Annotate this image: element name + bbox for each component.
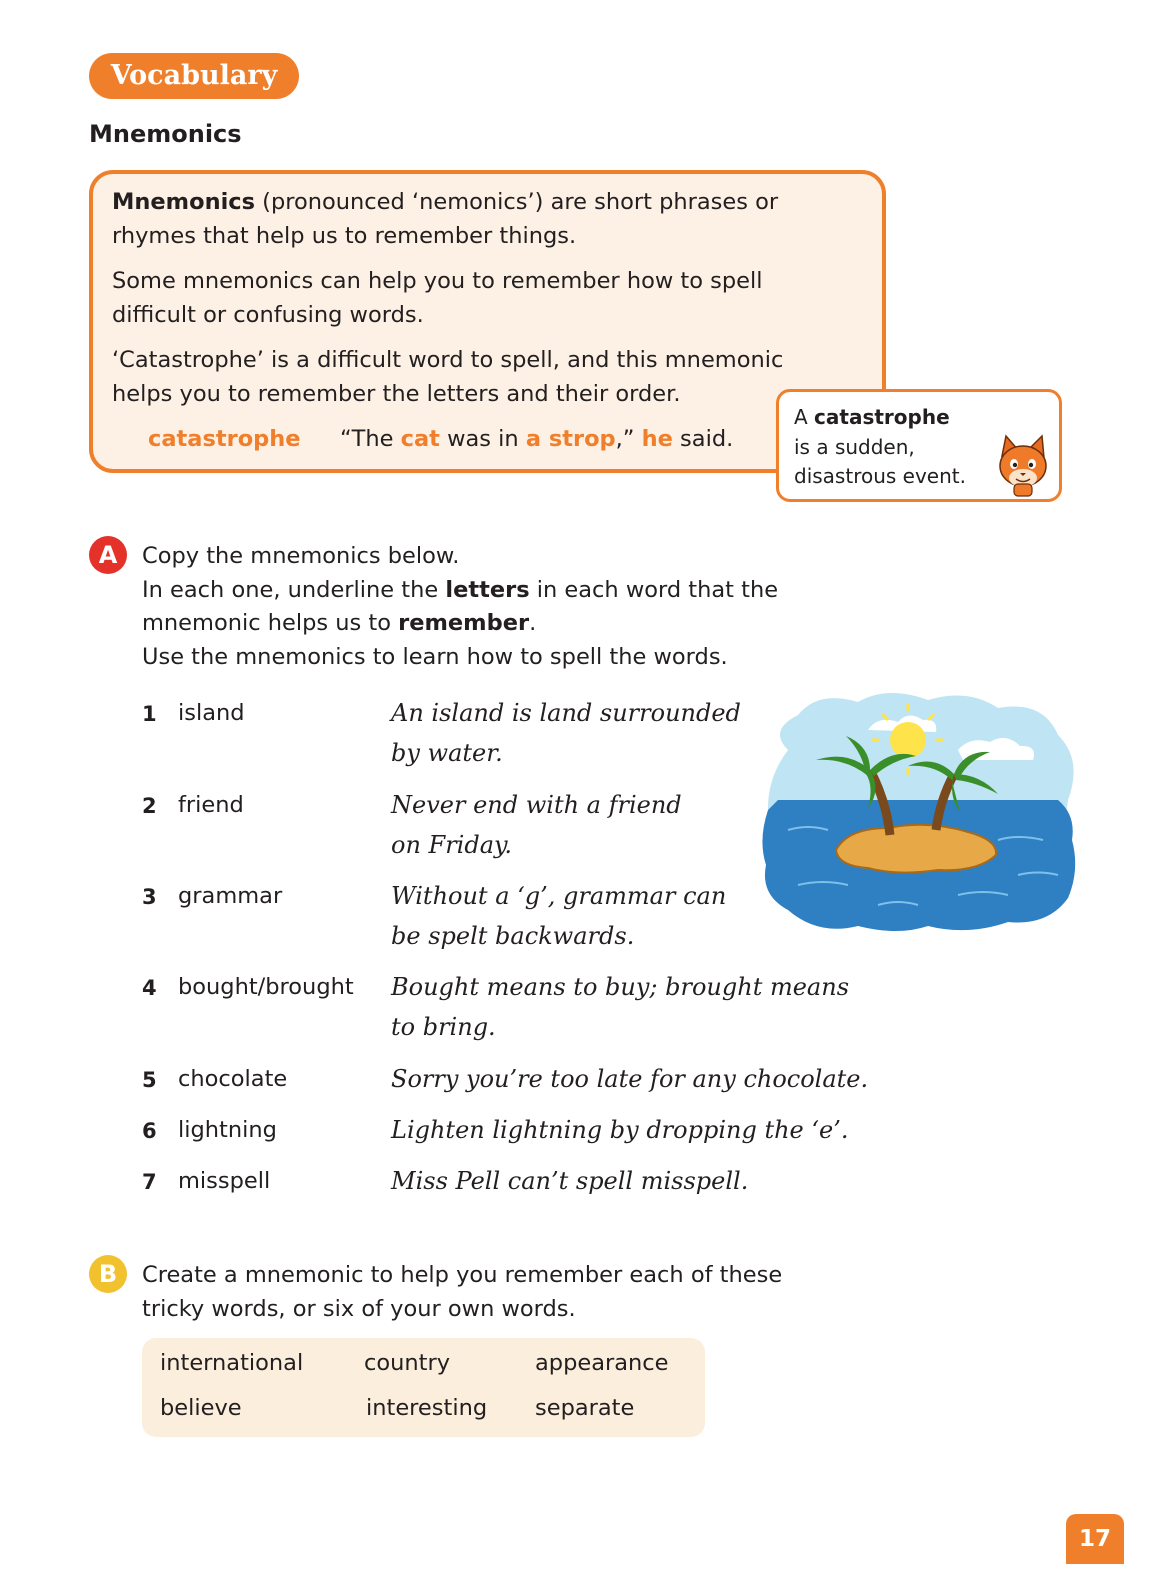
text: rhymes that help us to remember things.	[112, 223, 577, 249]
text: be spelt backwards.	[391, 922, 635, 950]
section-tag: Vocabulary	[89, 53, 299, 99]
example-mnemonic	[340, 422, 733, 456]
item-number: 4	[142, 976, 157, 1000]
item-mnemonic	[391, 876, 726, 956]
page-title: Mnemonics	[89, 120, 242, 148]
highlight: cat	[400, 426, 440, 452]
word-bank-item: international	[160, 1350, 304, 1376]
text: said.	[672, 426, 734, 452]
text: on Friday.	[391, 831, 513, 859]
text: Use the mnemonics to learn how to spell the words.	[142, 643, 728, 670]
text: .	[529, 610, 537, 636]
item-number: 6	[142, 1119, 157, 1143]
item-number: 2	[142, 794, 157, 818]
activity-a-badge: A	[89, 536, 127, 574]
text: ‘Catastrophe’ is a difficult word to spell, and this mnemonic	[112, 347, 784, 373]
word-bank-item: separate	[535, 1395, 635, 1421]
text: tricky words, or six of your own words.	[142, 1295, 576, 1322]
text: Without a ‘g’, grammar can	[391, 882, 727, 910]
item-mnemonic: Sorry you’re too late for any chocolate.	[391, 1065, 869, 1093]
item-word: friend	[178, 792, 244, 818]
text: “The	[340, 426, 401, 452]
word-bank-item: appearance	[535, 1350, 669, 1376]
text: difficult or confusing words.	[112, 302, 424, 328]
text: Copy the mnemonics below.	[142, 543, 460, 569]
item-mnemonic	[391, 693, 741, 773]
word-bank-item: country	[364, 1350, 451, 1376]
item-word: island	[178, 700, 245, 726]
text: A	[794, 405, 815, 429]
spelling-paragraph	[112, 264, 852, 332]
item-word: misspell	[178, 1168, 271, 1194]
text: disastrous event.	[794, 464, 966, 488]
text: to bring.	[391, 1013, 496, 1041]
activity-b-badge: B	[89, 1255, 127, 1293]
word-bank-item: interesting	[366, 1395, 488, 1421]
item-word: grammar	[178, 883, 283, 909]
text: ,”	[615, 426, 642, 452]
word-bank-item: believe	[160, 1395, 242, 1421]
item-number: 5	[142, 1068, 157, 1092]
term: catastrophe	[814, 405, 950, 429]
highlight: a strop	[525, 426, 616, 452]
text: Bought means to buy; brought means	[391, 973, 850, 1001]
text: Some mnemonics can help you to remember how to spell	[112, 268, 763, 294]
definition-paragraph	[112, 185, 852, 253]
item-word: chocolate	[178, 1066, 288, 1092]
island-illustration-icon	[758, 690, 1080, 936]
text: helps you to remember the letters and their order.	[112, 381, 681, 407]
text: by water.	[391, 739, 503, 767]
item-mnemonic: Lighten lightning by dropping the ‘e’.	[391, 1116, 849, 1144]
item-number: 1	[142, 702, 157, 726]
catastrophe-paragraph	[112, 343, 852, 411]
text: mnemonic helps us to	[142, 610, 399, 636]
text: (pronounced ‘nemonics’) are short phrases or	[255, 189, 779, 215]
emphasis: remember	[398, 610, 530, 636]
cat-mascot-icon	[992, 434, 1054, 498]
term: Mnemonics	[112, 189, 256, 215]
activity-b-instructions	[142, 1259, 782, 1326]
highlight: he	[641, 426, 673, 452]
item-word: lightning	[178, 1117, 277, 1143]
page-number: 17	[1066, 1514, 1124, 1564]
text: An island is land surrounded	[391, 699, 741, 727]
emphasis: letters	[445, 576, 530, 603]
text: Create a mnemonic to help you remember each of these	[142, 1262, 783, 1288]
item-number: 3	[142, 885, 157, 909]
activity-a-instructions	[142, 540, 778, 674]
item-word: bought/brought	[178, 974, 354, 1000]
text: is a sudden,	[794, 434, 915, 459]
item-mnemonic: Miss Pell can’t spell misspell.	[391, 1167, 749, 1195]
item-mnemonic	[391, 785, 682, 865]
callout-text	[794, 403, 989, 492]
text: was in	[439, 426, 526, 452]
example-word: catastrophe	[148, 426, 301, 452]
item-mnemonic	[391, 967, 849, 1047]
text: In each one, underline the	[142, 576, 446, 603]
text: Never end with a friend	[391, 791, 682, 819]
item-number: 7	[142, 1170, 157, 1194]
text: in each word that the	[529, 576, 779, 603]
